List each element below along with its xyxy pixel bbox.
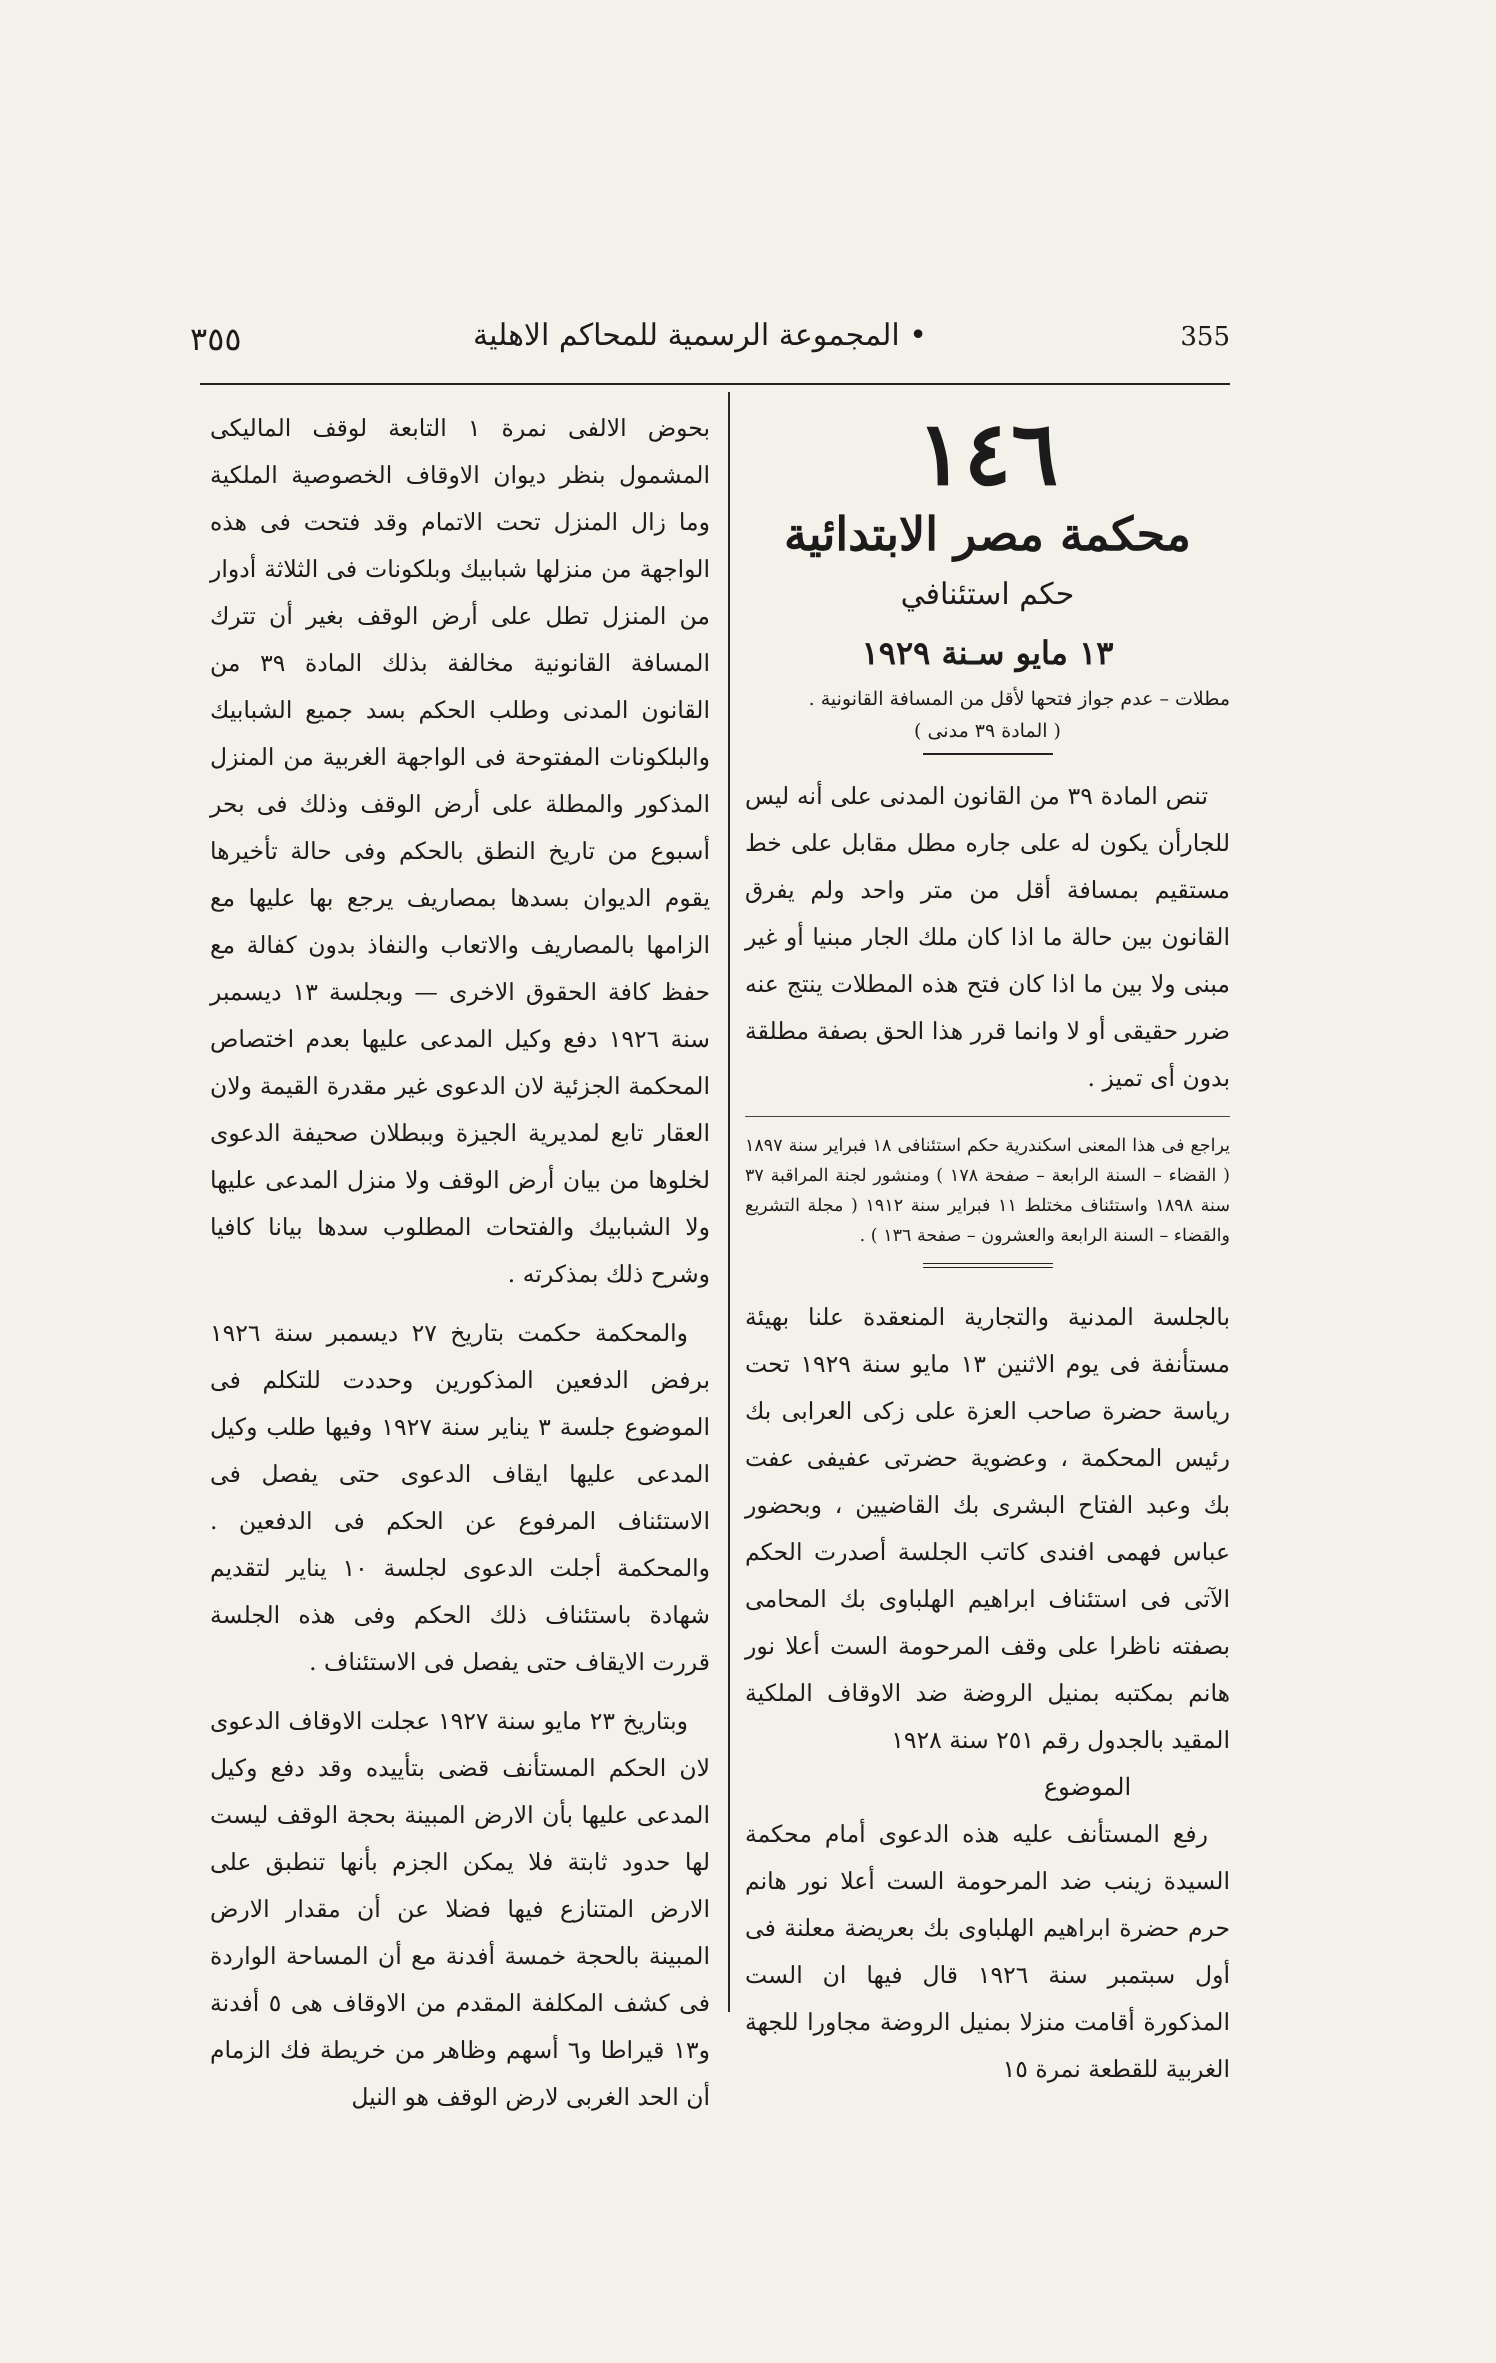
double-rule — [923, 1263, 1053, 1268]
legal-principle: تنص المادة ٣٩ من القانون المدنى على أنه ليس للجارأن يكون له على جاره مطل مقابل على خط مستقيم بمسافة أقل من متر واحد ولم يفرق القانون بين حالة ما اذا كان ملك الجار مبنيا أو غير مبنى ولا بين ما اذا كان فتح هذه المطلات ينتج عنه ضرر حقيقى أو لا وانما قرر هذا الحق بصفة مطلقة بدون أى تميز . — [745, 782, 1230, 1092]
procedure-paragraph: والمحكمة حكمت بتاريخ ٢٧ ديسمبر سنة ١٩٢٦ برفض الدفعين المذكورين وحددت للتكلم فى الموضوع جلسة ٣ يناير سنة ١٩٢٧ وفيها طلب وكيل المدعى عليها ايقاف الدعوى حتى يفصل فى الاستئناف المرفوع عن الحكم فى الدفعين . والمحكمة أجلت الدعوى لجلسة ١٠ يناير لتقديم شهادة باستئناف ذلك الحكم وفى هذه الجلسة قررت الايقاف حتى يفصل فى الاستئناف . — [210, 1319, 710, 1676]
reference-note: يراجع فى هذا المعنى اسكندرية حكم استئنافى ١٨ فبراير سنة ١٨٩٧ ( القضاء – السنة الرابعة – صفحة ١٧٨ ) ومنشور لجنة المراقبة ٣٧ سنة ١٨٩٨ واستئناف مختلط ١١ فبراير سنة ١٩١٢ ( مجلة التشريع والقضاء – السنة الرابعة والعشرون – صفحة ١٣٦ ) . — [745, 1136, 1230, 1246]
right-column — [745, 401, 1230, 2093]
continuation-paragraph: بحوض الالفى نمرة ١ التابعة لوقف الماليكى المشمول بنظر ديوان الاوقاف الخصوصية الملكية وما زال المنزل تحت الاتمام وقد فتحت فى هذه الواجهة من منزلها شبابيك وبلكونات فى الثلاثة أدوار من المنزل تطل على أرض الوقف بغير أن تترك المسافة القانونية مخالفة بذلك المادة ٣٩ من القانون المدنى وطلب الحكم بسد جميع الشبابيك والبلكونات المفتوحة فى الواجهة الغربية من المنزل المذكور والمطلة على أرض الوقف وذلك فى بحر أسبوع من تاريخ النطق بالحكم وفى حالة تأخيرها يقوم الديوان بسدها بمصاريف يرجع بها عليها مع الزامها بالمصاريف والاتعاب والنفاذ بدون كفالة مع حفظ كافة الحقوق الاخرى — وبجلسة ١٣ ديسمبر سنة ١٩٢٦ دفع وكيل المدعى عليها بعدم اختصاص المحكمة الجزئية لان الدعوى غير مقدرة القيمة ولان العقار تابع لمديرية الجيزة وببطلان صحيفة الدعوى لخلوها من بيان أرض الوقف ولا منزل المدعى عليها ولا الشبابيك والفتحات المطلوب سدها بيانا كافيا وشرح ذلك بمذكرته . — [210, 414, 710, 1288]
note-separator — [745, 1116, 1230, 1117]
page-number-arabic: ٣٥٥ — [190, 320, 242, 358]
judgment-type: حكم استئنافي — [900, 577, 1075, 612]
paragraph-gap — [210, 1298, 710, 1310]
case-number: ١٤٦ — [916, 401, 1059, 505]
page-number-latin: 355 — [1180, 322, 1230, 352]
running-header — [190, 318, 1230, 368]
reopening-paragraph: وبتاريخ ٢٣ مايو سنة ١٩٢٧ عجلت الاوقاف الدعوى لان الحكم المستأنف قضى بتأييده وقد دفع وكيل المدعى عليها بأن الارض المبينة بحجة الوقف ليست لها حدود ثابتة فلا يمكن الجزم بأنها تنطبق على الارض المتنازع فيها فضلا عن أن مقدار الارض المبينة بالحجة خمسة أفدنة مع أن المساحة الواردة فى كشف المكلفة المقدم من الاوقاف هى ٥ أفدنة و١٣ قيراطا و٦ أسهم وظاهر من خريطة فك الزمام أن الحد الغربى لارض الوقف هو النيل — [210, 1707, 710, 2111]
separator-rule — [923, 753, 1053, 755]
column-divider — [728, 392, 730, 2012]
session-paragraph: بالجلسة المدنية والتجارية المنعقدة علنا بهيئة مستأنفة فى يوم الاثنين ١٣ مايو سنة ١٩٢٩ تحت رياسة حضرة صاحب العزة على زكى العرابى بك رئيس المحكمة ، وعضوية حضرتى عفيفى عفت بك وعبد الفتاح البشرى بك القاضيين ، وبحضور عباس فهمى افندى كاتب الجلسة أصدرت الحكم الآتى فى استئناف ابراهيم الهلباوى بك المحامى بصفته ناظرا على وقف المرحومة الست أعلا نور هانم بمكتبه بمنيل الروضة ضد الاوقاف الملكية المقيد بالجدول رقم ٢٥١ سنة ١٩٢٨ — [745, 1303, 1230, 1754]
subject-reference: ( المادة ٣٩ مدنى ) — [914, 720, 1061, 742]
running-title: • المجموعة الرسمية للمحاكم الاهلية — [473, 318, 927, 353]
court-name: محكمة مصر الابتدائية — [784, 507, 1191, 561]
paragraph-gap — [210, 1686, 710, 1698]
header-rule — [200, 383, 1230, 385]
judgment-date: ١٣ مايو سـنة ١٩٢٩ — [861, 634, 1114, 672]
left-column — [210, 405, 710, 2121]
subject-line: مطلات – عدم جواز فتحها لأقل من المسافة القانونية . — [808, 688, 1230, 710]
facts-paragraph: رفع المستأنف عليه هذه الدعوى أمام محكمة السيدة زينب ضد المرحومة الست أعلا نور هانم حرم حضرة ابراهيم الهلباوى بك بعريضة معلنة فى أول سبتمبر سنة ١٩٢٦ قال فيها ان الست المذكورة أقامت منزلا بمنيل الروضة مجاورا للجهة الغربية للقطعة نمرة ١٥ — [745, 1820, 1230, 2083]
facts-heading: الموضوع — [1043, 1773, 1132, 1801]
